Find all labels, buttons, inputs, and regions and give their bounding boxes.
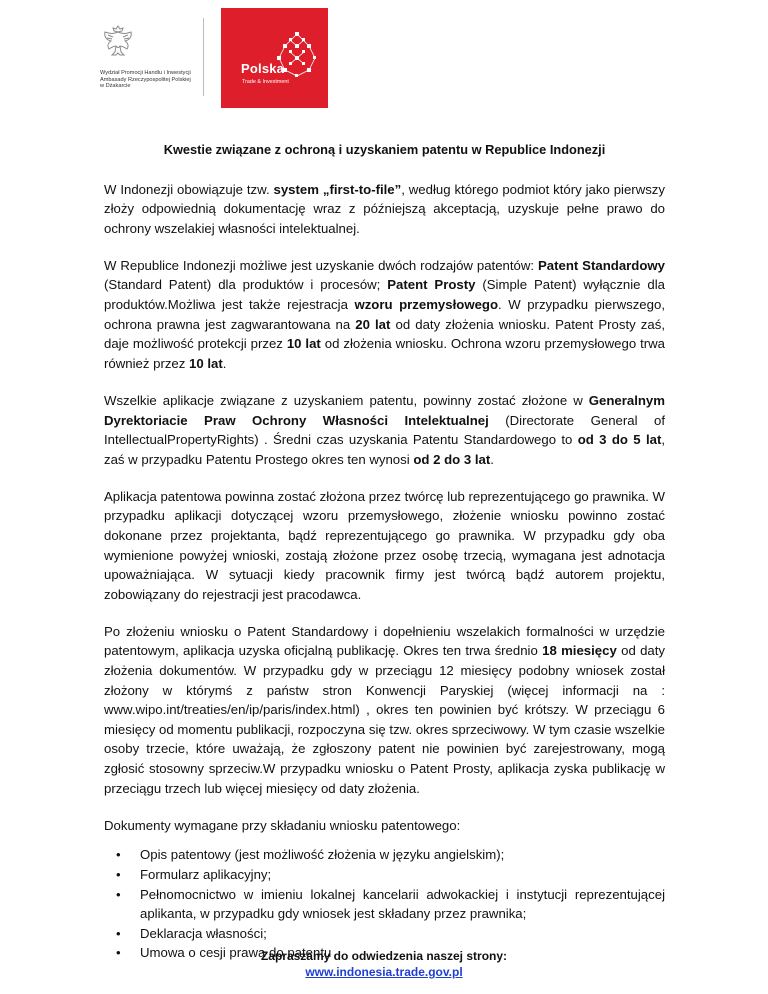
- text-run: (Simple Patent) wyłącznie dla produktów.Możliwa jest także rejestracja: [104, 277, 665, 313]
- polska-trade-investment-logo: [221, 8, 328, 108]
- text-run: od daty złożenia wniosku. Patent Prosty zaś, daje możliwość protekcji przez: [104, 316, 665, 352]
- header-divider: [203, 18, 204, 96]
- institution-line: w Dżakarcie: [100, 83, 131, 90]
- text-run: od daty złożenia dokumentów. W przypadku gdy w przeciągu 12 miesięcy podobny wniosek został złożony w którymś z państw stron Konwencji Paryskiej (więcej informacji na : www.wipo.int/treaties/en/ip/paris/index.html) , okres ten powinien być krótszy. W przeciągu 6 miesięcy od momentu publikacji, rozpoczyna się tzw. okres sprzeciwowy. W tym czasie wszelkie osoby trzecie, które uważają, że zgłoszony patent nie powinien być zarejestrowany, mogą zgłosić stosowny sprzeciw.W przypadku wniosku o Patent Prosty, aplikacja zyska publikację w przeciągu trzech lub więcej miesięcy od daty złożenia.: [104, 643, 665, 796]
- polish-eagle-emblem-icon: [100, 22, 136, 64]
- paragraph-applicant: Aplikacja patentowa powinna zostać złożona przez twórcę lub reprezentującego go prawnika. W przypadku aplikacji dotyczącej wzoru przemysłowego, złożenie wniosku powinno zostać dokonane przez projektanta, bądź reprezentującego go prawnika. W przypadku gdy oba wymienione powyżej wnioski, zostają złożone przez osobę trzecią, wymagana jest adnotacja upoważniająca. W sytuacji kiedy pracownik firmy jest twórcą bądź autorem projektu, zobowiązany do rejestracji jest pracodawca.: [104, 488, 665, 602]
- text-run: Po złożeniu wniosku o Patent Standardowy i dopełnieniu wszelakich formalności w urzędzie patentowym, aplikacja uzyska oficjalną publikację. Okres ten trwa średnio: [104, 623, 665, 659]
- logo-subtitle: Trade & Investment: [242, 79, 289, 85]
- paragraph-patent-types: [104, 256, 665, 374]
- documents-list: [104, 845, 665, 963]
- text-run: . W przypadku pierwszego, ochrona prawna jest zagwarantowana na: [104, 297, 665, 332]
- bold-text: od 3 do 5 lat: [577, 432, 662, 448]
- institution-line: Ambasady Rzeczypospolitej Polskiej: [100, 76, 191, 83]
- institution-name: [100, 70, 191, 90]
- text-run: W Indonezji obowiązuje tzw.: [104, 181, 274, 197]
- institution-line: Wydział Promocji Handlu i Inwestycji: [100, 70, 191, 76]
- list-item: • Deklaracja własności;: [140, 924, 665, 944]
- paragraph-first-to-file: [104, 180, 665, 239]
- text-run: od złożenia wniosku. Ochrona wzoru przemysłowego trwa również przez: [104, 336, 665, 371]
- text-run: W Republice Indonezji możliwe jest uzyskanie dwóch rodzajów patentów:: [104, 257, 538, 273]
- bold-text: 18 miesięcy: [542, 643, 617, 659]
- list-item: • Formularz aplikacyjny;: [140, 865, 665, 885]
- documents-intro: Dokumenty wymagane przy składaniu wniosku patentowego:: [104, 817, 461, 833]
- list-item: • Pełnomocnictwo w imieniu lokalnej kancelarii adwokackiej i instytucji reprezentującej aplikanta, w przypadku gdy wniosek jest składany przez prawnika;: [140, 885, 665, 924]
- document-body: [104, 140, 665, 963]
- list-item: • Opis patentowy (jest możliwość złożenia w języku angielskim);: [140, 845, 665, 865]
- paragraph-publication: [104, 622, 665, 798]
- bold-text: wzoru przemysłowego: [354, 297, 499, 313]
- text-run: (Standard Patent) dla produktów i procesów;: [104, 277, 388, 293]
- text-run: (Directorate General of IntellectualPropertyRights) . Średni czas uzyskania Patentu Standardowego to: [104, 412, 666, 448]
- letterhead: [0, 0, 768, 120]
- logo-name: Polska: [241, 61, 285, 76]
- bold-text: system „first-to-file”: [273, 181, 402, 197]
- bold-text: od 2 do 3 lat: [413, 451, 491, 467]
- bold-text: Patent Standardowy: [537, 257, 665, 273]
- document-title: Kwestie związane z ochroną i uzyskaniem patentu w Republice Indonezji: [163, 142, 606, 157]
- bold-text: Generalnym Dyrektoriacie Praw Ochrony Własności Intelektualnej: [104, 392, 665, 428]
- website-link[interactable]: www.indonesia.trade.gov.pl: [305, 965, 463, 979]
- bold-text: 10 lat: [189, 355, 223, 371]
- bold-text: 10 lat: [286, 336, 321, 352]
- footer: [0, 948, 768, 980]
- text-run: Wszelkie aplikacje związane z uzyskaniem patentu, powinny zostać złożone w: [104, 392, 589, 408]
- footer-invitation: Zapraszamy do odwiedzenia naszej strony:: [260, 949, 508, 963]
- text-run: .: [222, 355, 227, 371]
- text-run: , według którego podmiot który jako pierwszy złoży odpowiednią dokumentację wraz z późniejszą akceptacją, uzyskuje pełne prawo do ochrony wszelakiej własności intelektualnej.: [104, 181, 665, 236]
- list-item: • Umowa o cesji prawa do patentu: [140, 943, 665, 963]
- bold-text: 20 lat: [355, 316, 391, 332]
- bold-text: Patent Prosty: [387, 277, 476, 293]
- paragraph-applications: [104, 391, 665, 469]
- text-run: , zaś w przypadku Patentu Prostego okres ten wynosi: [104, 432, 666, 467]
- text-run: .: [490, 451, 494, 467]
